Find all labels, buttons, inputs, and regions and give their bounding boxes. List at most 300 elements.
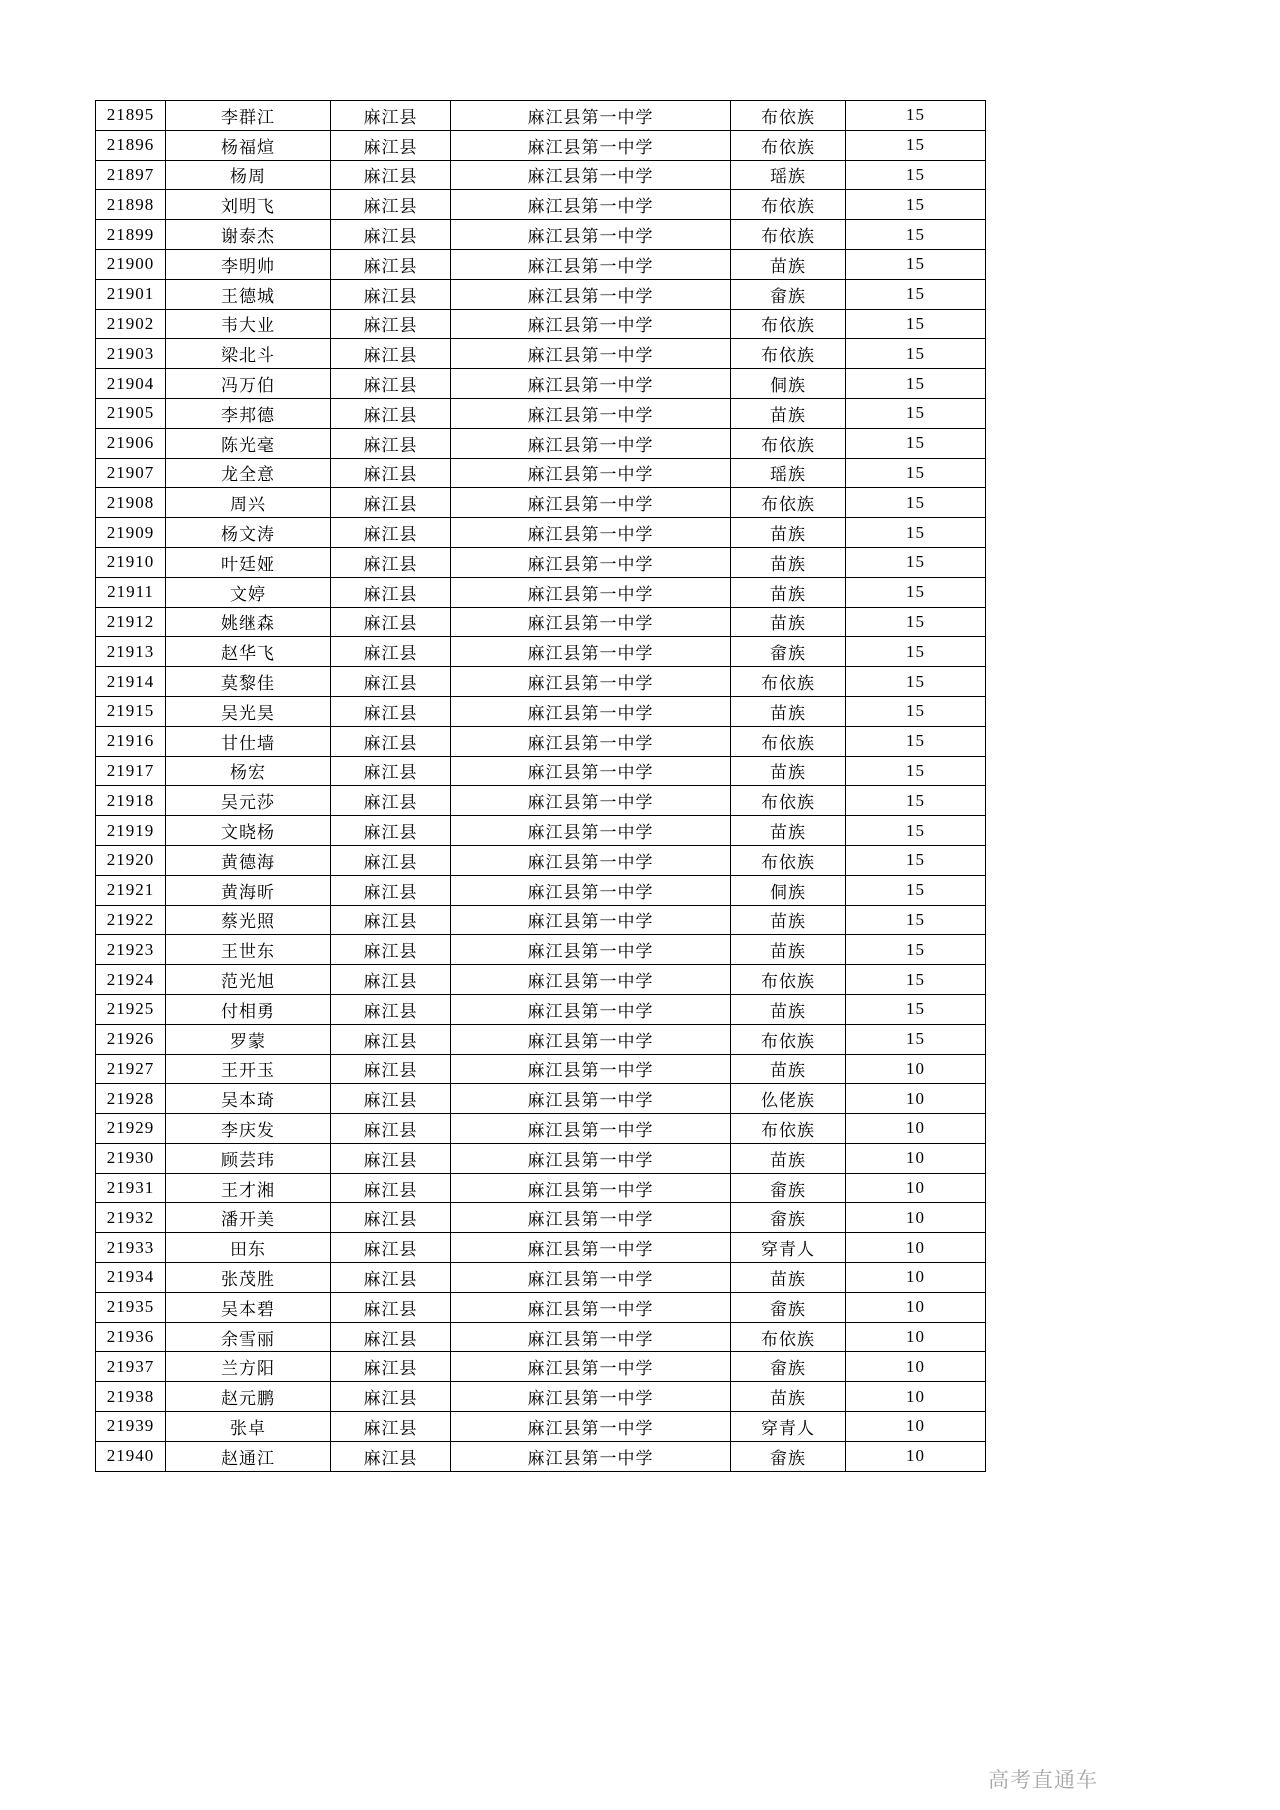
table-row	[96, 458, 986, 488]
table-row	[96, 101, 986, 131]
cell-id: 21917	[96, 756, 166, 786]
cell-name: 张茂胜	[166, 1263, 331, 1293]
cell-county: 麻江县	[331, 1292, 451, 1322]
cell-school: 麻江县第一中学	[451, 309, 731, 339]
table-row	[96, 607, 986, 637]
cell-county: 麻江县	[331, 965, 451, 995]
cell-school: 麻江县第一中学	[451, 1292, 731, 1322]
table-row	[96, 160, 986, 190]
cell-school: 麻江县第一中学	[451, 1412, 731, 1442]
cell-county: 麻江县	[331, 458, 451, 488]
cell-ethnicity: 苗族	[731, 1382, 846, 1412]
cell-id: 21909	[96, 518, 166, 548]
cell-county: 麻江县	[331, 905, 451, 935]
cell-ethnicity: 布依族	[731, 428, 846, 458]
table-row	[96, 1024, 986, 1054]
table-row	[96, 845, 986, 875]
cell-score: 15	[846, 190, 986, 220]
table-row	[96, 428, 986, 458]
cell-score: 10	[846, 1173, 986, 1203]
table-row	[96, 1382, 986, 1412]
cell-ethnicity: 布依族	[731, 190, 846, 220]
cell-school: 麻江县第一中学	[451, 756, 731, 786]
cell-county: 麻江县	[331, 398, 451, 428]
cell-county: 麻江县	[331, 369, 451, 399]
cell-id: 21936	[96, 1322, 166, 1352]
cell-name: 张卓	[166, 1412, 331, 1442]
cell-school: 麻江县第一中学	[451, 607, 731, 637]
cell-school: 麻江县第一中学	[451, 101, 731, 131]
cell-id: 21895	[96, 101, 166, 131]
cell-score: 15	[846, 279, 986, 309]
cell-school: 麻江县第一中学	[451, 190, 731, 220]
cell-score: 15	[846, 488, 986, 518]
table-row	[96, 816, 986, 846]
cell-school: 麻江县第一中学	[451, 845, 731, 875]
cell-school: 麻江县第一中学	[451, 1382, 731, 1412]
cell-school: 麻江县第一中学	[451, 1441, 731, 1471]
cell-ethnicity: 布依族	[731, 309, 846, 339]
cell-school: 麻江县第一中学	[451, 1054, 731, 1084]
cell-id: 21919	[96, 816, 166, 846]
table-row	[96, 935, 986, 965]
cell-county: 麻江县	[331, 1084, 451, 1114]
cell-id: 21933	[96, 1233, 166, 1263]
cell-id: 21926	[96, 1024, 166, 1054]
table-row	[96, 786, 986, 816]
cell-id: 21903	[96, 339, 166, 369]
cell-name: 韦大业	[166, 309, 331, 339]
cell-name: 梁北斗	[166, 339, 331, 369]
cell-ethnicity: 苗族	[731, 398, 846, 428]
cell-name: 杨文涛	[166, 518, 331, 548]
cell-county: 麻江县	[331, 160, 451, 190]
cell-county: 麻江县	[331, 1143, 451, 1173]
cell-name: 文婷	[166, 577, 331, 607]
cell-name: 谢泰杰	[166, 220, 331, 250]
cell-name: 余雪丽	[166, 1322, 331, 1352]
cell-county: 麻江县	[331, 488, 451, 518]
cell-name: 黄海昕	[166, 875, 331, 905]
cell-school: 麻江县第一中学	[451, 1114, 731, 1144]
cell-ethnicity: 瑶族	[731, 458, 846, 488]
cell-id: 21908	[96, 488, 166, 518]
cell-score: 10	[846, 1203, 986, 1233]
cell-score: 15	[846, 875, 986, 905]
cell-name: 刘明飞	[166, 190, 331, 220]
cell-school: 麻江县第一中学	[451, 875, 731, 905]
cell-name: 李庆发	[166, 1114, 331, 1144]
cell-id: 21921	[96, 875, 166, 905]
cell-id: 21901	[96, 279, 166, 309]
cell-name: 王德城	[166, 279, 331, 309]
cell-ethnicity: 布依族	[731, 845, 846, 875]
cell-ethnicity: 畲族	[731, 1173, 846, 1203]
cell-score: 10	[846, 1412, 986, 1442]
cell-school: 麻江县第一中学	[451, 547, 731, 577]
table-row	[96, 1263, 986, 1293]
cell-school: 麻江县第一中学	[451, 1084, 731, 1114]
table-row	[96, 279, 986, 309]
cell-ethnicity: 布依族	[731, 667, 846, 697]
cell-name: 李明帅	[166, 249, 331, 279]
table-row	[96, 1292, 986, 1322]
cell-ethnicity: 布依族	[731, 1024, 846, 1054]
table-row	[96, 190, 986, 220]
cell-ethnicity: 布依族	[731, 130, 846, 160]
cell-id: 21940	[96, 1441, 166, 1471]
cell-school: 麻江县第一中学	[451, 130, 731, 160]
cell-score: 10	[846, 1054, 986, 1084]
cell-score: 10	[846, 1322, 986, 1352]
cell-score: 15	[846, 726, 986, 756]
cell-school: 麻江县第一中学	[451, 1352, 731, 1382]
table-row	[96, 875, 986, 905]
cell-id: 21900	[96, 249, 166, 279]
cell-id: 21929	[96, 1114, 166, 1144]
cell-school: 麻江县第一中学	[451, 369, 731, 399]
table-row	[96, 547, 986, 577]
cell-name: 叶廷娅	[166, 547, 331, 577]
cell-score: 15	[846, 309, 986, 339]
table-row	[96, 905, 986, 935]
table-row	[96, 696, 986, 726]
cell-ethnicity: 布依族	[731, 786, 846, 816]
cell-score: 15	[846, 935, 986, 965]
cell-score: 15	[846, 428, 986, 458]
cell-id: 21937	[96, 1352, 166, 1382]
cell-name: 吴本碧	[166, 1292, 331, 1322]
cell-ethnicity: 侗族	[731, 369, 846, 399]
cell-ethnicity: 苗族	[731, 547, 846, 577]
cell-school: 麻江县第一中学	[451, 577, 731, 607]
table-row	[96, 1441, 986, 1471]
cell-score: 15	[846, 518, 986, 548]
cell-school: 麻江县第一中学	[451, 518, 731, 548]
cell-county: 麻江县	[331, 1054, 451, 1084]
cell-score: 15	[846, 637, 986, 667]
cell-name: 兰方阳	[166, 1352, 331, 1382]
table-row	[96, 488, 986, 518]
cell-county: 麻江县	[331, 279, 451, 309]
cell-county: 麻江县	[331, 190, 451, 220]
cell-name: 吴本琦	[166, 1084, 331, 1114]
cell-county: 麻江县	[331, 667, 451, 697]
cell-name: 陈光毫	[166, 428, 331, 458]
cell-name: 文晓杨	[166, 816, 331, 846]
cell-county: 麻江县	[331, 547, 451, 577]
cell-ethnicity: 瑶族	[731, 160, 846, 190]
cell-ethnicity: 苗族	[731, 518, 846, 548]
cell-county: 麻江县	[331, 994, 451, 1024]
cell-school: 麻江县第一中学	[451, 1322, 731, 1352]
table-row	[96, 965, 986, 995]
table-row	[96, 1054, 986, 1084]
cell-ethnicity: 苗族	[731, 905, 846, 935]
cell-name: 龙全意	[166, 458, 331, 488]
cell-score: 15	[846, 249, 986, 279]
cell-ethnicity: 畲族	[731, 1203, 846, 1233]
table-row	[96, 249, 986, 279]
cell-name: 罗蒙	[166, 1024, 331, 1054]
cell-ethnicity: 穿青人	[731, 1412, 846, 1442]
cell-id: 21928	[96, 1084, 166, 1114]
cell-name: 王才湘	[166, 1173, 331, 1203]
cell-county: 麻江县	[331, 1382, 451, 1412]
table-row	[96, 369, 986, 399]
cell-id: 21925	[96, 994, 166, 1024]
cell-id: 21915	[96, 696, 166, 726]
table-row	[96, 309, 986, 339]
cell-score: 15	[846, 965, 986, 995]
cell-ethnicity: 布依族	[731, 1114, 846, 1144]
cell-county: 麻江县	[331, 1441, 451, 1471]
cell-score: 15	[846, 577, 986, 607]
table-row	[96, 637, 986, 667]
student-table	[95, 100, 986, 1472]
cell-score: 15	[846, 547, 986, 577]
cell-ethnicity: 布依族	[731, 965, 846, 995]
cell-county: 麻江县	[331, 1352, 451, 1382]
table-row	[96, 1412, 986, 1442]
cell-ethnicity: 苗族	[731, 816, 846, 846]
cell-school: 麻江县第一中学	[451, 696, 731, 726]
cell-id: 21918	[96, 786, 166, 816]
cell-county: 麻江县	[331, 1024, 451, 1054]
cell-school: 麻江县第一中学	[451, 1024, 731, 1054]
cell-score: 10	[846, 1292, 986, 1322]
cell-county: 麻江县	[331, 220, 451, 250]
cell-name: 王世东	[166, 935, 331, 965]
cell-county: 麻江县	[331, 637, 451, 667]
cell-county: 麻江县	[331, 428, 451, 458]
cell-name: 顾芸玮	[166, 1143, 331, 1173]
cell-ethnicity: 畲族	[731, 279, 846, 309]
table-row	[96, 339, 986, 369]
cell-county: 麻江县	[331, 101, 451, 131]
cell-ethnicity: 布依族	[731, 1322, 846, 1352]
cell-name: 蔡光照	[166, 905, 331, 935]
cell-id: 21905	[96, 398, 166, 428]
cell-score: 10	[846, 1263, 986, 1293]
cell-score: 15	[846, 607, 986, 637]
cell-score: 10	[846, 1084, 986, 1114]
cell-ethnicity: 苗族	[731, 1263, 846, 1293]
cell-id: 21904	[96, 369, 166, 399]
cell-county: 麻江县	[331, 1322, 451, 1352]
table-row	[96, 1352, 986, 1382]
cell-school: 麻江县第一中学	[451, 1203, 731, 1233]
cell-ethnicity: 苗族	[731, 249, 846, 279]
cell-ethnicity: 布依族	[731, 339, 846, 369]
cell-name: 黄德海	[166, 845, 331, 875]
cell-ethnicity: 苗族	[731, 1054, 846, 1084]
cell-school: 麻江县第一中学	[451, 279, 731, 309]
cell-school: 麻江县第一中学	[451, 637, 731, 667]
cell-id: 21902	[96, 309, 166, 339]
cell-county: 麻江县	[331, 1203, 451, 1233]
table-row	[96, 1173, 986, 1203]
cell-county: 麻江县	[331, 1233, 451, 1263]
cell-score: 15	[846, 369, 986, 399]
cell-name: 赵元鹏	[166, 1382, 331, 1412]
cell-id: 21896	[96, 130, 166, 160]
cell-school: 麻江县第一中学	[451, 1143, 731, 1173]
table-row	[96, 1114, 986, 1144]
cell-school: 麻江县第一中学	[451, 667, 731, 697]
cell-id: 21938	[96, 1382, 166, 1412]
table-row	[96, 667, 986, 697]
cell-county: 麻江县	[331, 130, 451, 160]
cell-name: 杨宏	[166, 756, 331, 786]
cell-county: 麻江县	[331, 518, 451, 548]
cell-school: 麻江县第一中学	[451, 1173, 731, 1203]
cell-id: 21899	[96, 220, 166, 250]
table-row	[96, 577, 986, 607]
cell-id: 21907	[96, 458, 166, 488]
cell-id: 21931	[96, 1173, 166, 1203]
cell-ethnicity: 畲族	[731, 637, 846, 667]
cell-ethnicity: 苗族	[731, 607, 846, 637]
cell-id: 21922	[96, 905, 166, 935]
cell-school: 麻江县第一中学	[451, 1263, 731, 1293]
cell-score: 15	[846, 1024, 986, 1054]
cell-county: 麻江县	[331, 935, 451, 965]
cell-school: 麻江县第一中学	[451, 994, 731, 1024]
cell-county: 麻江县	[331, 875, 451, 905]
cell-name: 范光旭	[166, 965, 331, 995]
cell-score: 15	[846, 220, 986, 250]
table-row	[96, 1143, 986, 1173]
cell-name: 甘仕墙	[166, 726, 331, 756]
cell-ethnicity: 布依族	[731, 101, 846, 131]
cell-ethnicity: 仫佬族	[731, 1084, 846, 1114]
cell-name: 付相勇	[166, 994, 331, 1024]
cell-name: 莫黎佳	[166, 667, 331, 697]
cell-id: 21910	[96, 547, 166, 577]
table-row	[96, 518, 986, 548]
cell-ethnicity: 布依族	[731, 726, 846, 756]
cell-school: 麻江县第一中学	[451, 965, 731, 995]
cell-school: 麻江县第一中学	[451, 488, 731, 518]
cell-name: 杨周	[166, 160, 331, 190]
table-row	[96, 220, 986, 250]
cell-name: 王开玉	[166, 1054, 331, 1084]
cell-school: 麻江县第一中学	[451, 428, 731, 458]
cell-id: 21934	[96, 1263, 166, 1293]
cell-id: 21906	[96, 428, 166, 458]
cell-id: 21920	[96, 845, 166, 875]
cell-school: 麻江县第一中学	[451, 220, 731, 250]
cell-school: 麻江县第一中学	[451, 458, 731, 488]
cell-ethnicity: 苗族	[731, 696, 846, 726]
cell-school: 麻江县第一中学	[451, 339, 731, 369]
cell-id: 21911	[96, 577, 166, 607]
table-row	[96, 756, 986, 786]
cell-school: 麻江县第一中学	[451, 786, 731, 816]
cell-score: 15	[846, 398, 986, 428]
cell-county: 麻江县	[331, 845, 451, 875]
cell-school: 麻江县第一中学	[451, 935, 731, 965]
cell-ethnicity: 侗族	[731, 875, 846, 905]
cell-id: 21930	[96, 1143, 166, 1173]
cell-ethnicity: 苗族	[731, 994, 846, 1024]
cell-ethnicity: 苗族	[731, 935, 846, 965]
cell-score: 15	[846, 101, 986, 131]
cell-name: 李群江	[166, 101, 331, 131]
cell-score: 10	[846, 1352, 986, 1382]
cell-id: 21914	[96, 667, 166, 697]
cell-name: 吴元莎	[166, 786, 331, 816]
cell-score: 15	[846, 696, 986, 726]
cell-school: 麻江县第一中学	[451, 249, 731, 279]
cell-county: 麻江县	[331, 1263, 451, 1293]
cell-county: 麻江县	[331, 726, 451, 756]
cell-id: 21913	[96, 637, 166, 667]
table-row	[96, 726, 986, 756]
cell-county: 麻江县	[331, 249, 451, 279]
cell-school: 麻江县第一中学	[451, 1233, 731, 1263]
cell-ethnicity: 畲族	[731, 1352, 846, 1382]
cell-score: 15	[846, 905, 986, 935]
student-table-body	[96, 101, 986, 1472]
cell-ethnicity: 畲族	[731, 1441, 846, 1471]
cell-county: 麻江县	[331, 756, 451, 786]
cell-name: 冯万伯	[166, 369, 331, 399]
cell-id: 21912	[96, 607, 166, 637]
table-row	[96, 1203, 986, 1233]
cell-name: 赵通江	[166, 1441, 331, 1471]
cell-county: 麻江县	[331, 1173, 451, 1203]
cell-id: 21939	[96, 1412, 166, 1442]
table-row	[96, 1233, 986, 1263]
table-row	[96, 994, 986, 1024]
cell-score: 15	[846, 816, 986, 846]
cell-ethnicity: 穿青人	[731, 1233, 846, 1263]
cell-id: 21932	[96, 1203, 166, 1233]
cell-id: 21927	[96, 1054, 166, 1084]
cell-id: 21898	[96, 190, 166, 220]
cell-score: 15	[846, 994, 986, 1024]
cell-score: 10	[846, 1143, 986, 1173]
cell-ethnicity: 布依族	[731, 220, 846, 250]
cell-county: 麻江县	[331, 339, 451, 369]
table-row	[96, 398, 986, 428]
cell-score: 15	[846, 339, 986, 369]
cell-ethnicity: 苗族	[731, 1143, 846, 1173]
cell-ethnicity: 布依族	[731, 488, 846, 518]
cell-score: 10	[846, 1114, 986, 1144]
cell-score: 15	[846, 786, 986, 816]
cell-id: 21923	[96, 935, 166, 965]
cell-county: 麻江县	[331, 577, 451, 607]
cell-ethnicity: 苗族	[731, 756, 846, 786]
cell-school: 麻江县第一中学	[451, 905, 731, 935]
table-row	[96, 1084, 986, 1114]
cell-county: 麻江县	[331, 696, 451, 726]
cell-county: 麻江县	[331, 309, 451, 339]
cell-id: 21935	[96, 1292, 166, 1322]
cell-score: 15	[846, 130, 986, 160]
cell-id: 21897	[96, 160, 166, 190]
cell-ethnicity: 畲族	[731, 1292, 846, 1322]
cell-school: 麻江县第一中学	[451, 816, 731, 846]
cell-school: 麻江县第一中学	[451, 160, 731, 190]
cell-score: 15	[846, 756, 986, 786]
cell-name: 赵华飞	[166, 637, 331, 667]
cell-name: 杨福煊	[166, 130, 331, 160]
cell-county: 麻江县	[331, 607, 451, 637]
